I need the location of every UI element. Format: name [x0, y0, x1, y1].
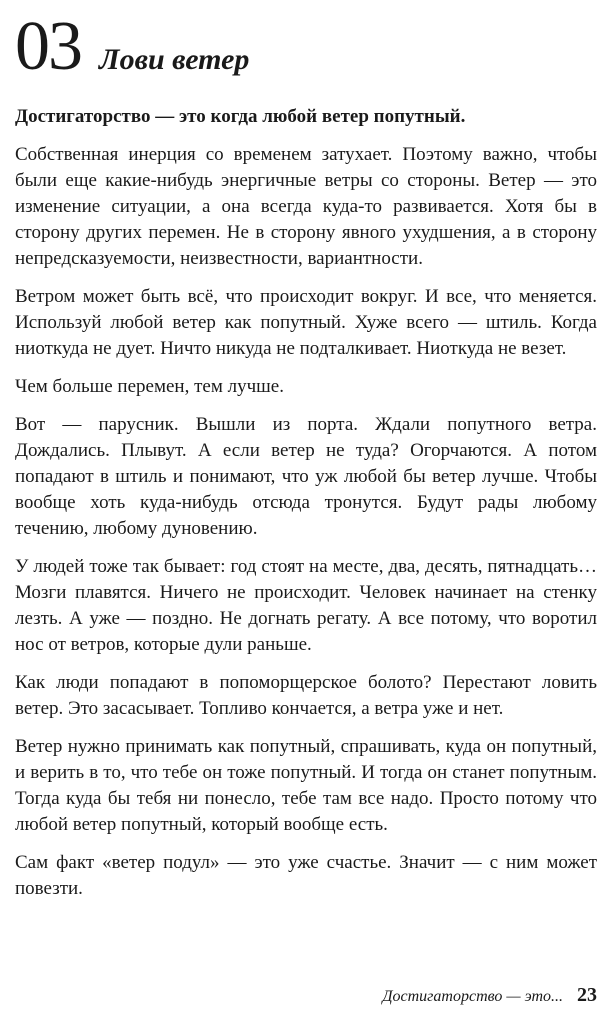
- paragraph: Ветер нужно принимать как попутный, спрашивать, куда он попутный, и верить в то, что тебе он тоже попутный. И тогда он станет попутным. Тогда куда бы тебя ни понесло, тебе там все надо. Просто потому что любой ветер попутный, который вообще есть.: [15, 736, 597, 835]
- paragraph: У людей тоже так бывает: год стоят на месте, два, десять, пятнадцать… Мозги плавятся. Ничего не происходит. Человек начинает на стенку лезть. А уже — поздно. Не догнать регату. А все потому, что воротил нос от ветров, которые дули раньше.: [15, 556, 597, 655]
- paragraph: Собственная инерция со временем затухает. Поэтому важно, чтобы были еще какие-нибудь энергичные ветры со стороны. Ветер — это изменение ситуации, а она всегда куда-то развивается. Хотя бы в сторону других перемен. Не в сторону явного ухудшения, а в сторону непредсказуемости, неизвестности, вариантности.: [15, 144, 597, 269]
- paragraph: Ветром может быть всё, что происходит вокруг. И все, что меняется. Используй любой ветер как попутный. Хуже всего — штиль. Когда ниоткуда не дует. Ничто никуда не подталкивает. Ниоткуда не везет.: [15, 286, 597, 359]
- chapter-body: [15, 104, 597, 914]
- page-footer: [382, 984, 597, 1007]
- lead-sentence: Достигаторство — это когда любой ветер попутный.: [15, 106, 466, 127]
- chapter-number: 03: [15, 8, 81, 85]
- paragraph: Вот — парусник. Вышли из порта. Ждали попутного ветра. Дождались. Плывут. А если ветер не туда? Огорчаются. А потом попадают в штиль и понимают, что уж любой бы ветер лучше. Чтобы вообще хоть куда-нибудь отсюда тронутся. Будут рады любому течению, любому дуновению.: [15, 414, 597, 539]
- page-number: 23: [577, 984, 597, 1006]
- chapter-header: [15, 10, 249, 84]
- running-head: Достигаторство — это...: [382, 988, 563, 1005]
- paragraph: Как люди попадают в попоморщерское болото? Перестают ловить ветер. Это засасывает. Топливо кончается, а ветра уже и нет.: [15, 672, 597, 719]
- chapter-title: Лови ветер: [99, 43, 250, 76]
- paragraph: Чем больше перемен, тем лучше.: [15, 376, 284, 397]
- paragraph: Сам факт «ветер подул» — это уже счастье. Значит — с ним может повезти.: [15, 852, 597, 899]
- book-page: [15, 0, 597, 1020]
